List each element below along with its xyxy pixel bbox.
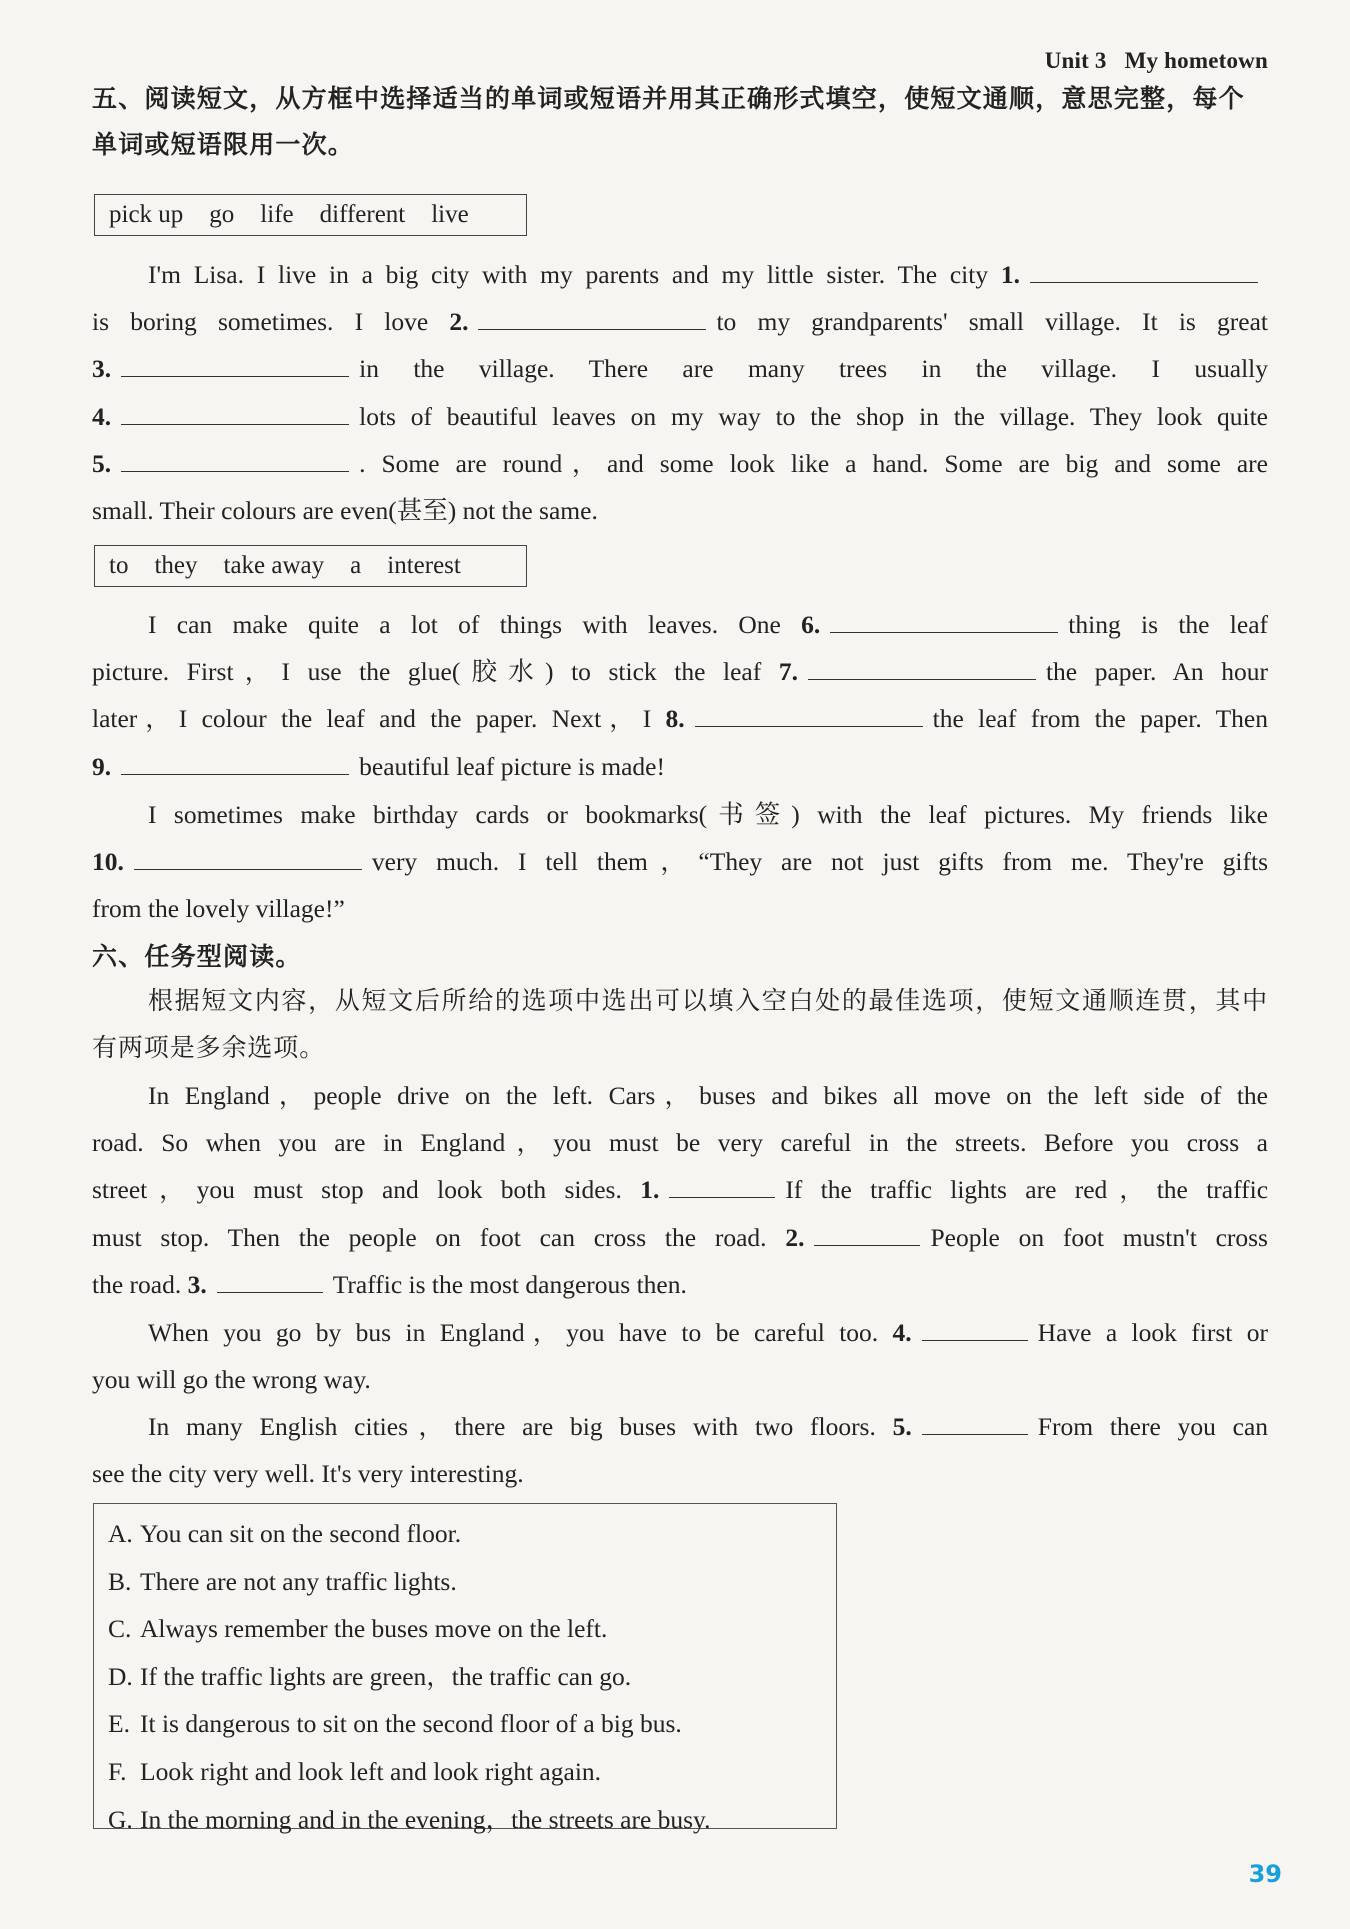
- page-header: [1045, 48, 1268, 74]
- answer-blank[interactable]: [134, 849, 362, 870]
- answer-blank[interactable]: [121, 404, 349, 425]
- word-option: they: [154, 552, 198, 579]
- answer-blank[interactable]: [922, 1320, 1028, 1341]
- answer-blank[interactable]: [121, 754, 349, 775]
- word-option: a: [350, 552, 362, 579]
- option-item: B. There are not any traffic lights.: [108, 1566, 457, 1596]
- section5-heading-line1: 五、阅读短文，从方框中选择适当的单词或短语并用其正确形式填空，使短文通顺，意思完整，每个: [92, 84, 1245, 113]
- section5-heading: [92, 76, 1268, 168]
- answer-blank[interactable]: [814, 1225, 920, 1246]
- answer-blank[interactable]: [695, 706, 923, 727]
- section5-heading-line2: 单词或短语限用一次。: [92, 130, 355, 159]
- answer-blank[interactable]: [478, 309, 706, 330]
- passage-line: 9. beautiful leaf picture is made!: [92, 752, 665, 781]
- option-item: G. In the morning and in the evening，the streets are busy.: [108, 1804, 711, 1834]
- word-option: to: [109, 552, 129, 579]
- answer-blank[interactable]: [217, 1272, 323, 1293]
- section6-instructions-cont: 有两项是多余选项。: [92, 1033, 326, 1062]
- section6-heading: 六、任务型阅读。: [92, 942, 302, 971]
- passage-line: see the city very well. It's very interesting.: [92, 1459, 524, 1488]
- option-item: A. You can sit on the second floor.: [108, 1519, 462, 1548]
- passage-paragraph: In many English cities，there are big buses with two floors. 5. From there you can: [148, 1412, 1269, 1441]
- passage-paragraph: I can make quite a lot of things with leaves. One 6. thing is the leaf picture. First，I use the glue(胶水) to stick the leaf 7. the paper. An hour later，I colour the leaf and the paper. Next，I 8. the leaf from the paper. Then: [92, 610, 1269, 734]
- word-option: interest: [387, 552, 461, 579]
- option-item: C. Always remember the buses move on the left.: [108, 1614, 608, 1644]
- unit-label: Unit 3: [1044, 48, 1107, 73]
- passage-paragraph: When you go by bus in England，you have to be careful too. 4. Have a look first or: [148, 1318, 1268, 1347]
- option-item: F. Look right and look left and look right again.: [108, 1756, 602, 1786]
- answer-blank[interactable]: [121, 356, 349, 377]
- word-option: pick up: [109, 201, 184, 228]
- word-option: live: [431, 201, 469, 228]
- word-option: different: [319, 201, 406, 228]
- passage-paragraph: I'm Lisa. I live in a big city with my parents and my little sister. The city 1. is boring sometimes. I love 2. to my grandparents' small village. It is great 3. in the village. There are many trees in the village. I usually 4. lots of beautiful leaves on my way to the shop in the village. They look quite 5. . Some are round，and some look like a hand. Some are big and some are: [92, 260, 1268, 478]
- option-item: E. It is dangerous to sit on the second floor of a big bus.: [108, 1709, 682, 1739]
- unit-title: My hometown: [1124, 48, 1268, 73]
- passage-line: small. Their colours are even(甚至) not the same.: [92, 496, 598, 525]
- word-option: life: [260, 201, 294, 228]
- passage-line: you will go the wrong way.: [92, 1365, 371, 1394]
- answer-blank[interactable]: [669, 1177, 775, 1198]
- options-box: [93, 1503, 837, 1834]
- answer-blank[interactable]: [121, 451, 349, 472]
- answer-blank[interactable]: [922, 1414, 1028, 1435]
- word-option: take away: [223, 552, 325, 579]
- answer-blank[interactable]: [808, 659, 1036, 680]
- passage-line: from the lovely village!”: [92, 894, 345, 923]
- section6-instructions: 根据短文内容，从短文后所给的选项中选出可以填入空白处的最佳选项，使短文通顺连贯，其中: [148, 986, 1268, 1015]
- option-item: D. If the traffic lights are green，the traffic can go.: [108, 1661, 632, 1691]
- word-box-2: [94, 545, 527, 587]
- word-option: go: [209, 201, 235, 228]
- answer-blank[interactable]: [1030, 262, 1258, 283]
- passage-paragraph: In England，people drive on the left. Cars，buses and bikes all move on the left side of the road. So when you are in England，you must be very careful in the streets. Before you cross a street，you must stop and look both sides. 1. If the traffic lights are red，the traffic must stop. Then the people on foot can cross the road. 2. People on foot mustn't cross: [92, 1081, 1269, 1252]
- answer-blank[interactable]: [830, 612, 1058, 633]
- passage-paragraph: I sometimes make birthday cards or bookmarks(书签) with the leaf pictures. My friends like 10. very much. I tell them，“They are not just gifts from me. They're gifts: [92, 800, 1268, 877]
- passage-line: the road. 3. Traffic is the most dangerous then.: [92, 1270, 687, 1299]
- word-box-1: [94, 194, 527, 236]
- page-number: 39: [1248, 1860, 1282, 1888]
